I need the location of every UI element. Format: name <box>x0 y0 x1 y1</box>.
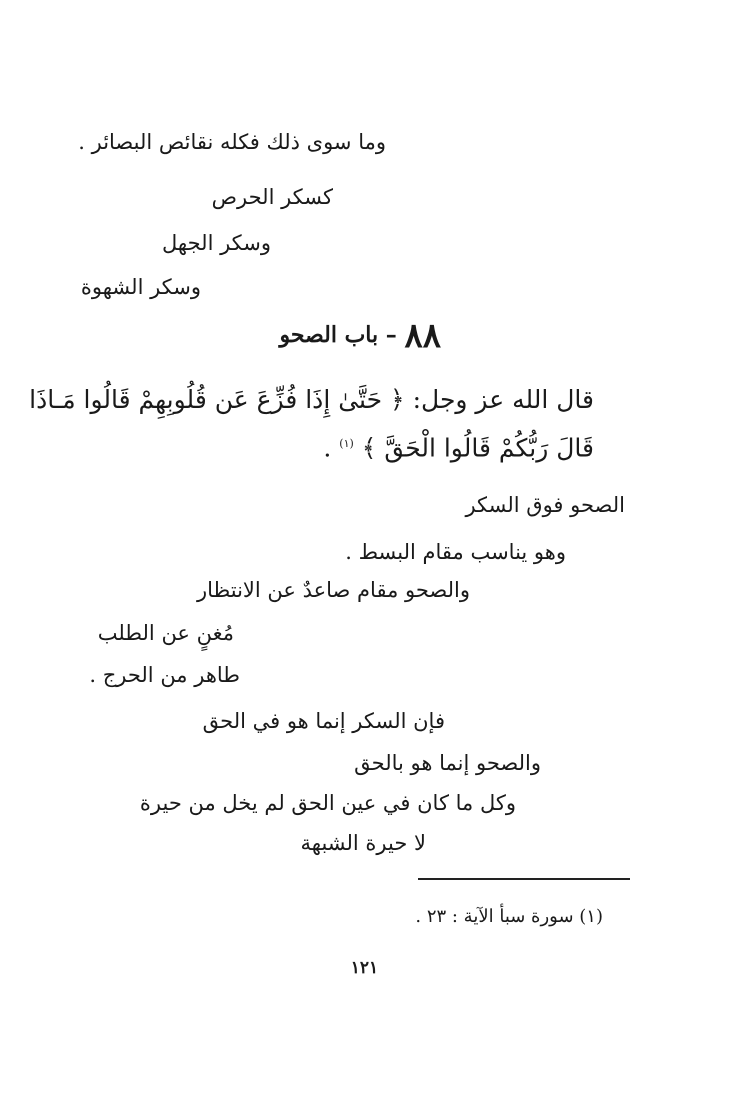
verse-text: قَالَ رَبُّكُمْ قَالُوا الْحَقَّ ﴾ <box>361 433 594 463</box>
body-line-6: فإن السكر إنما هو في الحق <box>202 709 445 733</box>
text-line-2: كسكر الحرص <box>211 185 333 209</box>
section-heading <box>279 316 441 356</box>
text-line-4: وسكر الشهوة <box>80 275 201 299</box>
body-line-7: والصحو إنما هو بالحق <box>354 751 541 775</box>
page-number: ١٢١ <box>350 958 379 978</box>
body-line-3: والصحو مقام صاعدٌ عن الانتظار <box>196 578 470 602</box>
text-line-3: وسكر الجهل <box>162 231 271 255</box>
quran-verse-line-2 <box>323 426 594 466</box>
body-line-8: وكل ما كان في عين الحق لم يخل من حيرة <box>139 791 516 815</box>
footnote-marker: (١) <box>339 437 354 450</box>
section-number: ٨٨ <box>404 316 441 356</box>
verse-end: . <box>323 433 332 463</box>
section-title: – باب الصحو <box>279 322 397 348</box>
body-line-4: مُغنٍ عن الطلب <box>97 621 234 645</box>
footnote-text: (١) سورة سبأ الآية : ٢٣ . <box>415 906 603 927</box>
body-line-1: الصحو فوق السكر <box>465 493 625 517</box>
quran-verse-line-1: قال الله عز وجل: ﴿ حَتَّىٰ إِذَا فُزِّعَ عَن قُلُوبِهِمْ قَالُوا مَـاذَا <box>29 385 594 414</box>
body-line-9: لا حيرة الشبهة <box>300 831 426 855</box>
body-line-2: وهو يناسب مقام البسط . <box>345 540 566 564</box>
text-line-1: وما سوى ذلك فكله نقائص البصائر . <box>78 130 386 154</box>
body-line-5: طاهر من الحرج . <box>89 663 240 687</box>
footnote-divider <box>418 878 630 880</box>
